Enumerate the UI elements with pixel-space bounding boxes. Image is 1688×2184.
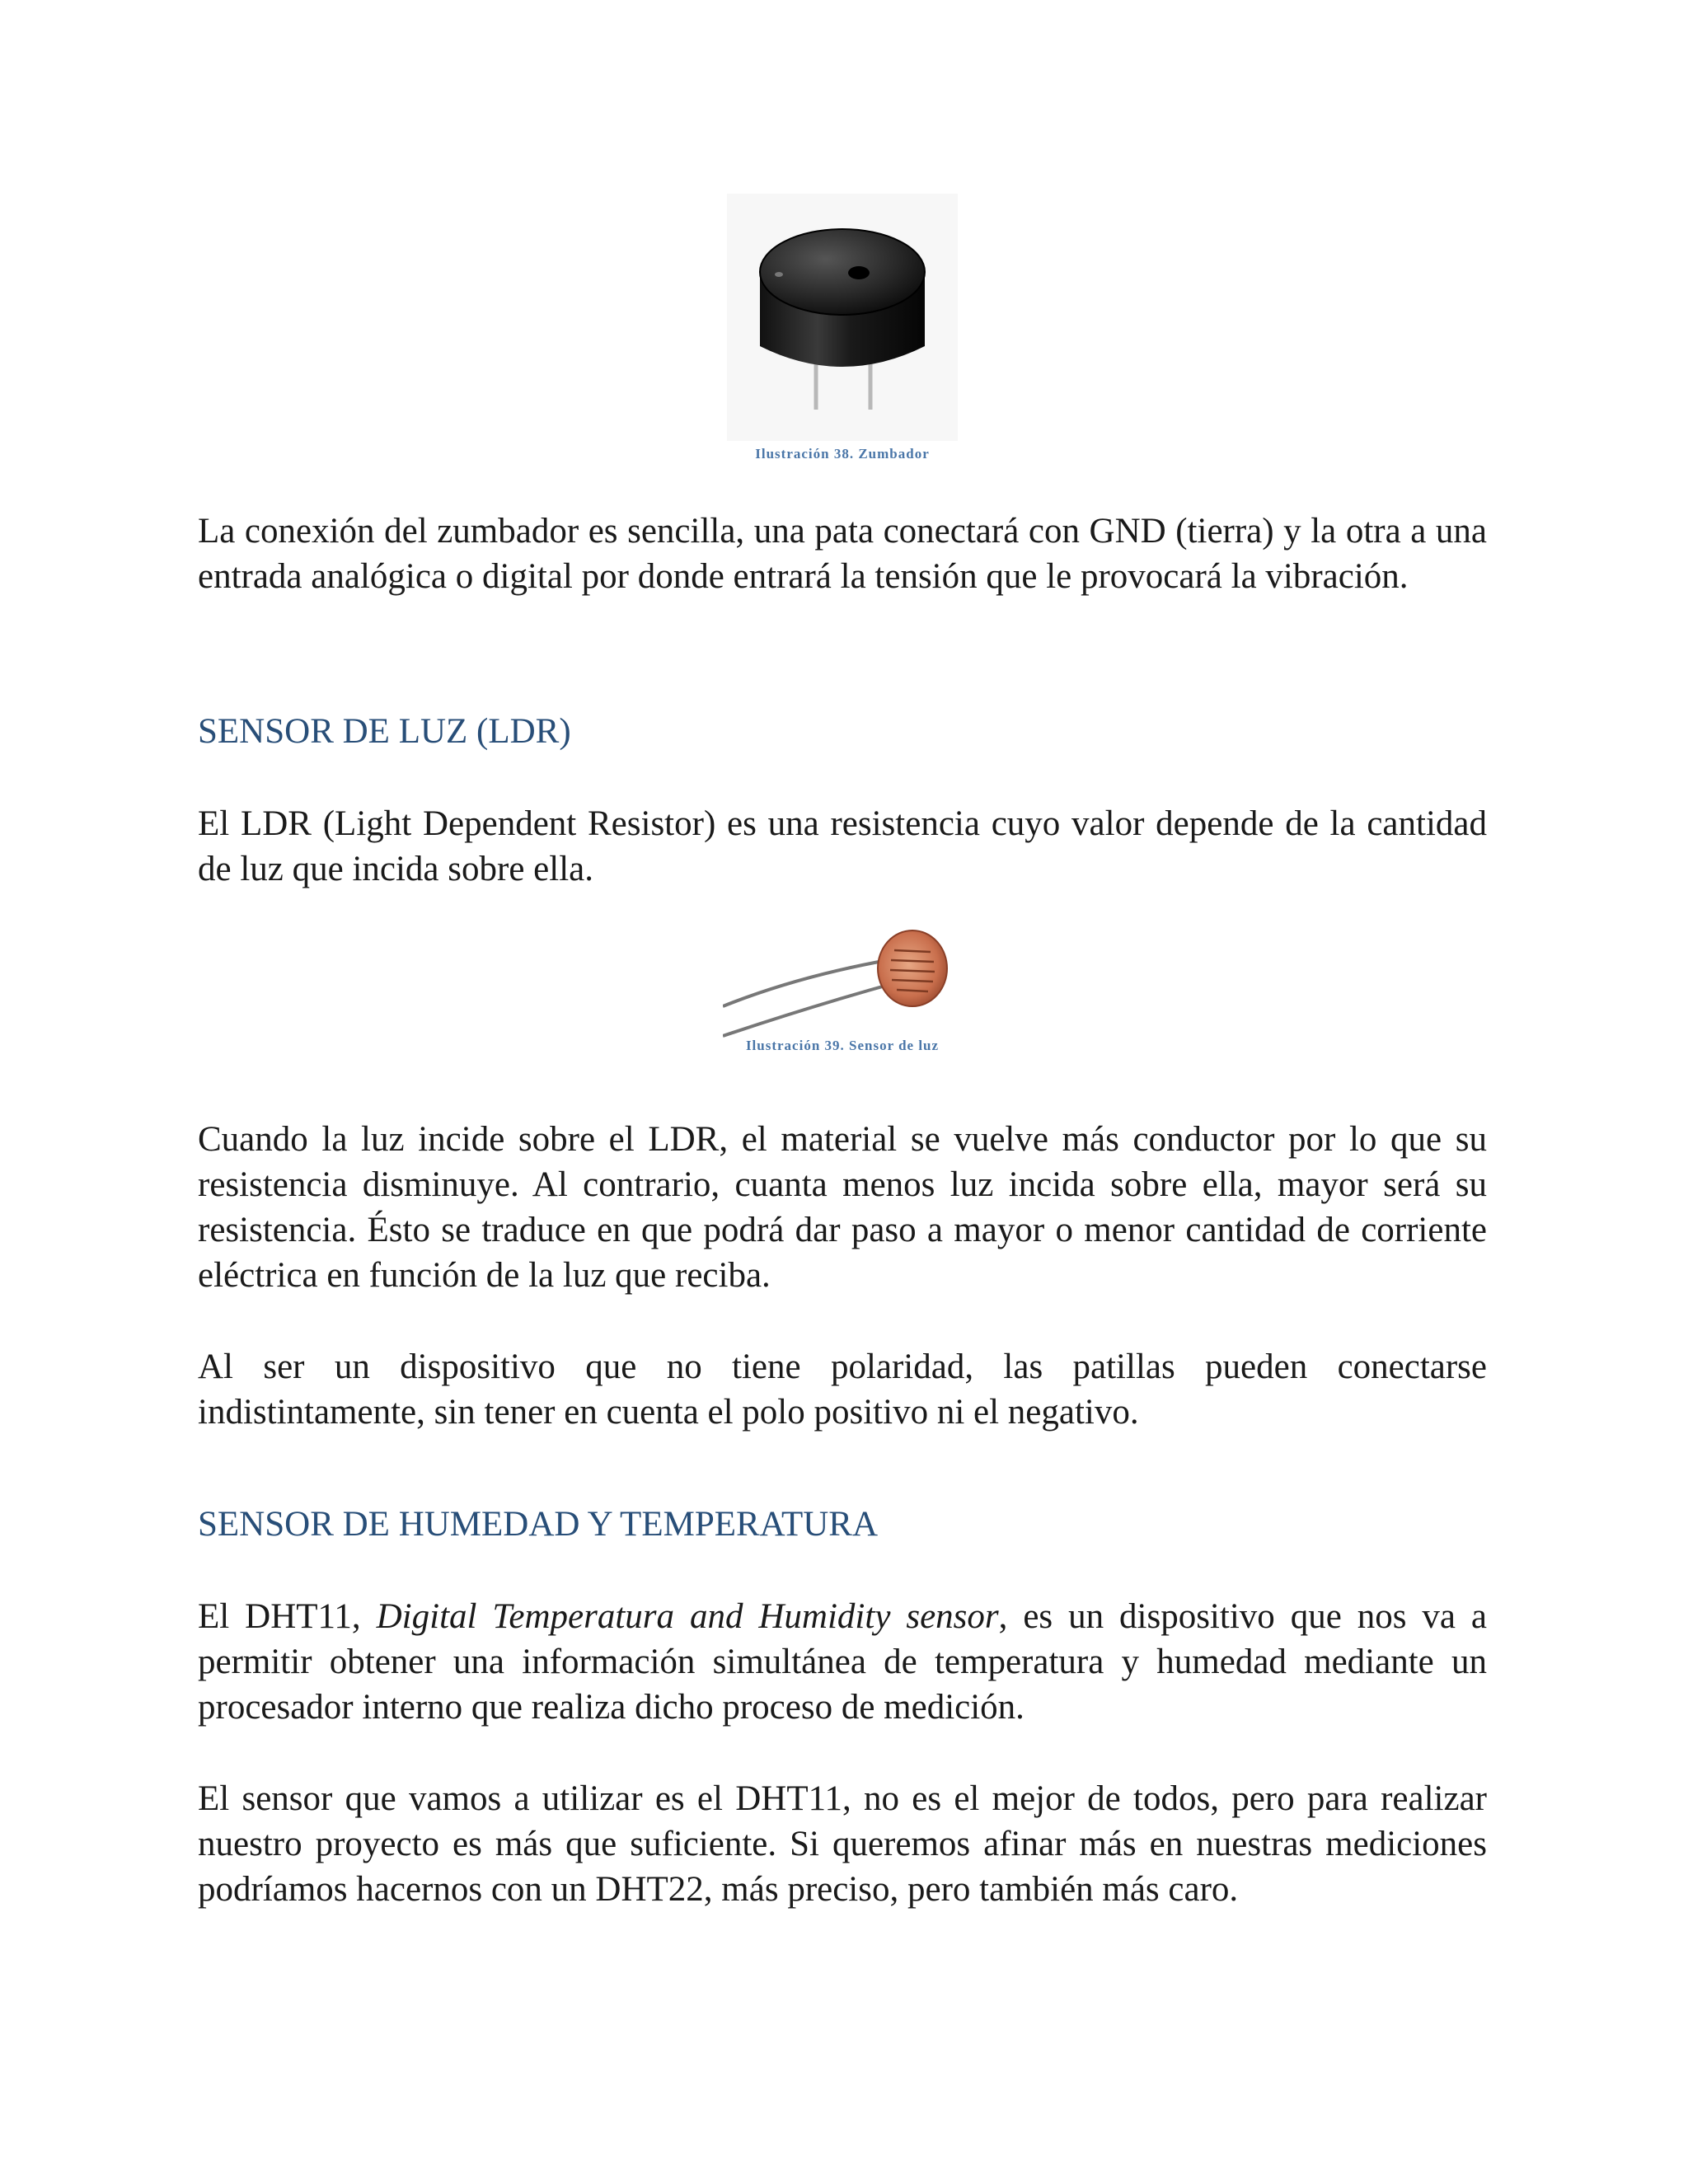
figure-buzzer [198, 194, 1487, 462]
figure-caption: Ilustración 38. Zumbador [755, 446, 930, 462]
paragraph-buzzer-connection: La conexión del zumbador es sencilla, una pata conectará con GND (tierra) y la otra a una entrada analógica o digital por donde entrará la tensión que le provocará la vibración. [198, 512, 1487, 596]
dht-intro-text: El DHT11, [198, 1597, 377, 1636]
paragraph-ldr-behavior: Cuando la luz incide sobre el LDR, el material se vuelve más conductor por lo que su resistencia disminuye. Al contrario, cuanta menos luz incida sobre ella, mayor será su resistencia. Ésto se traduce en que podrá dar paso a mayor o menor cantidad de corriente eléctrica en función de la luz que reciba. [198, 1120, 1487, 1295]
figure-caption: Ilustración 39. Sensor de luz [745, 1038, 940, 1053]
paragraph-ldr-intro: El LDR (Light Dependent Resistor) es una resistencia cuyo valor depende de la cantidad de luz que incida sobre ella. [198, 804, 1487, 888]
dht-intro-italic-text: Digital Temperatura and Humidity sensor [376, 1597, 999, 1636]
heading-light-sensor: SENSOR DE LUZ (LDR) [198, 712, 571, 751]
figure-ldr [198, 927, 1487, 1054]
dht-intro-text-end: , es un dispositivo que nos va a permitir obtener una información simultánea de temperatura y humedad mediante un procesador interno que realiza dicho proceso de medición. [198, 1597, 1488, 1727]
paragraph-dht-choice: El sensor que vamos a utilizar es el DHT11, no es el mejor de todos, pero para realizar nuestro proyecto es más que suficiente. Si queremos afinar más en nuestras mediciones podríamos hacernos con un DHT22, más preciso, pero también más caro. [198, 1779, 1487, 1909]
heading-humidity-sensor: SENSOR DE HUMEDAD Y TEMPERATURA [198, 1505, 879, 1544]
ldr-image [723, 927, 962, 1049]
paragraph-ldr-polarity: Al ser un dispositivo que no tiene polaridad, las patillas pueden conectarse indistintamente, sin tener en cuenta el polo positivo ni el negativo. [198, 1347, 1487, 1432]
buzzer-image [727, 194, 958, 441]
paragraph-dht-intro [198, 1594, 1487, 1730]
